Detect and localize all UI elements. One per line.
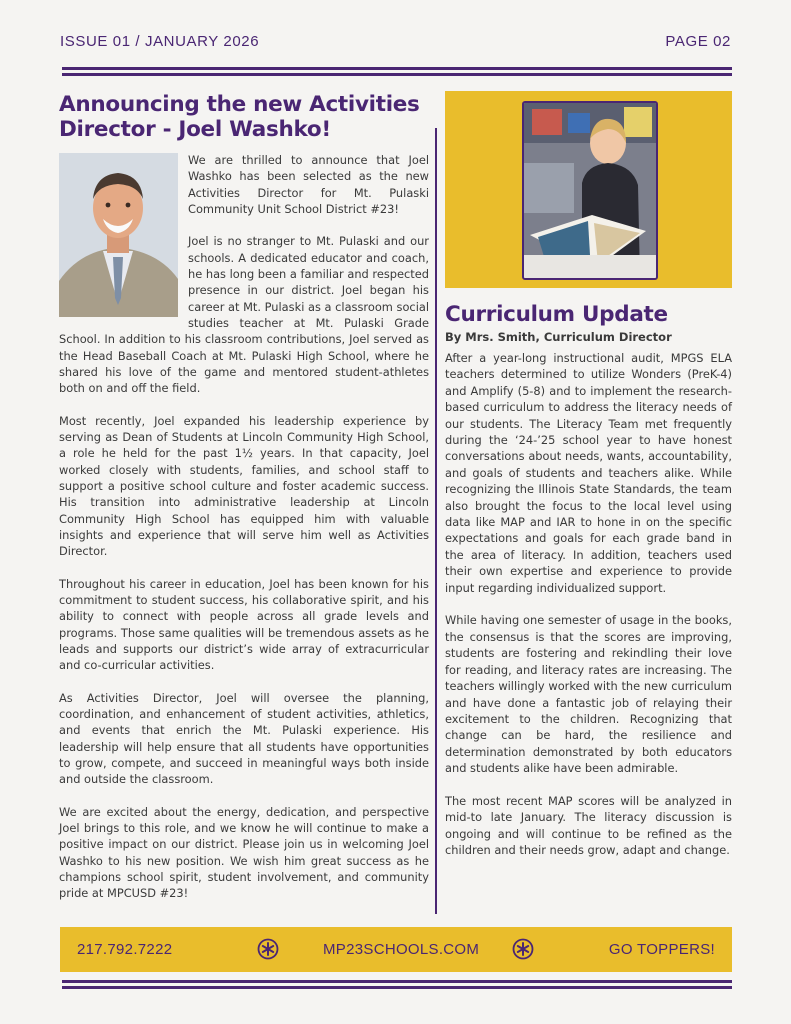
photo-panel [445,91,732,288]
announcement-paragraph: Joel is no stranger to Mt. Pulaski and our schools. A dedicated educator and coach, he has long been a familiar and respected presence in our district. Joel began his career at Mt. Pulaski as a classroom social studies teacher at Mt. Pulaski Grade School. In addition to his classroom contributions, Joel served as the Head Baseball Coach at Mt. Pulaski High School, where he shared his love of the game and mentored student-athletes both on and off the field. [59,234,429,396]
footer-website: MP23SCHOOLS.COM [323,941,480,958]
asterisk-icon [512,938,534,960]
announcement-paragraph: Most recently, Joel expanded his leadership experience by serving as Dean of Students at Lincoln Community High School, a role he held for the past 1½ years. In that capacity, Joel worked closely with students, families, and school staff to support a positive school culture and foster academic success. His transition into administrative leadership at Lincoln Community High School has equipped him with valuable insights and experience that will serve him well as Activities Director. [59,413,429,559]
column-divider [435,128,437,914]
curriculum-body [445,350,732,859]
footer-bar [60,927,732,972]
issue-label: ISSUE 01 / JANUARY 2026 [60,33,260,50]
curriculum-paragraph: The most recent MAP scores will be analyzed in mid-to late January. The literacy discussion is ongoing and will continue to be refined as the children and their needs grow, adapt and change. [445,793,732,858]
header-rule-top [62,67,732,70]
curriculum-article [445,91,732,875]
director-portrait [59,153,178,317]
curriculum-paragraph: While having one semester of usage in the books, the consensus is that the scores are improving, students are fostering and rekindling their love for reading, and literacy rates are increasing. The teachers willingly worked with the new curriculum and have done a fantastic job of relaying their excitement to the children. Recognizing that change can be hard, the resilience and determination demonstrated by both educators and students alike have been admirable. [445,613,732,776]
curriculum-title: Curriculum Update [445,302,668,327]
announcement-article [59,92,429,918]
announcement-paragraph: We are thrilled to announce that Joel Washko has been selected as the new Activities Director for Mt. Pulaski Community Unit School District #23! [188,153,429,216]
footer-phone: 217.792.7222 [77,941,173,958]
footer-rule-top [62,980,732,983]
page-number: PAGE 02 [665,33,731,50]
student-reading-photo [522,101,658,280]
announcement-headline: Announcing the new Activities Director - Joel Washko! [59,92,420,142]
header-rule-bottom [62,73,732,76]
announcement-paragraph: We are excited about the energy, dedication, and perspective Joel brings to this role, and we know he will continue to make a positive impact on our district. Please join us in welcoming Joel Washko to his new position. We wish him great success as he champions school spirit, student involvement, and community pride at MPCUSD #23! [59,804,429,901]
announcement-paragraph: As Activities Director, Joel will oversee the planning, coordination, and enhancement of student activities, athletics, and events that enrich the Mt. Pulaski experience. His leadership will help ensure that all students have opportunities to grow, compete, and succeed in meaningful ways both inside and outside the classroom. [59,690,429,787]
footer-slogan: GO TOPPERS! [608,941,715,958]
asterisk-icon [257,938,279,960]
announcement-paragraph: Throughout his career in education, Joel has been known for his commitment to student success, his collaborative spirit, and his ability to connect with people across all grade levels and programs. Those same qualities will be tremendous assets as he leads and supports our district’s wide array of extracurricular and co-curricular activities. [59,576,429,673]
curriculum-paragraph: After a year-long instructional audit, MPGS ELA teachers determined to utilize Wonders (PreK-4) and Amplify (5-8) and to implement the research-based curriculum to address the literacy needs of our students. The Literacy Team met frequently during the ‘24-’25 school year to have honest conversations about needs, wants, accountability, and goals of students and teachers alike. While recognizing the Illinois State Standards, the team also brought the focus to the local level using data like MAP and IAR to hone in on the specific expectations and goals for each grade band in the area of literacy. In addition, teachers used their own expertise and experience to provide input regarding individualized support. [445,351,732,595]
footer-rule-bottom [62,986,732,989]
curriculum-byline: By Mrs. Smith, Curriculum Director [445,330,672,344]
announcement-body [59,152,429,902]
